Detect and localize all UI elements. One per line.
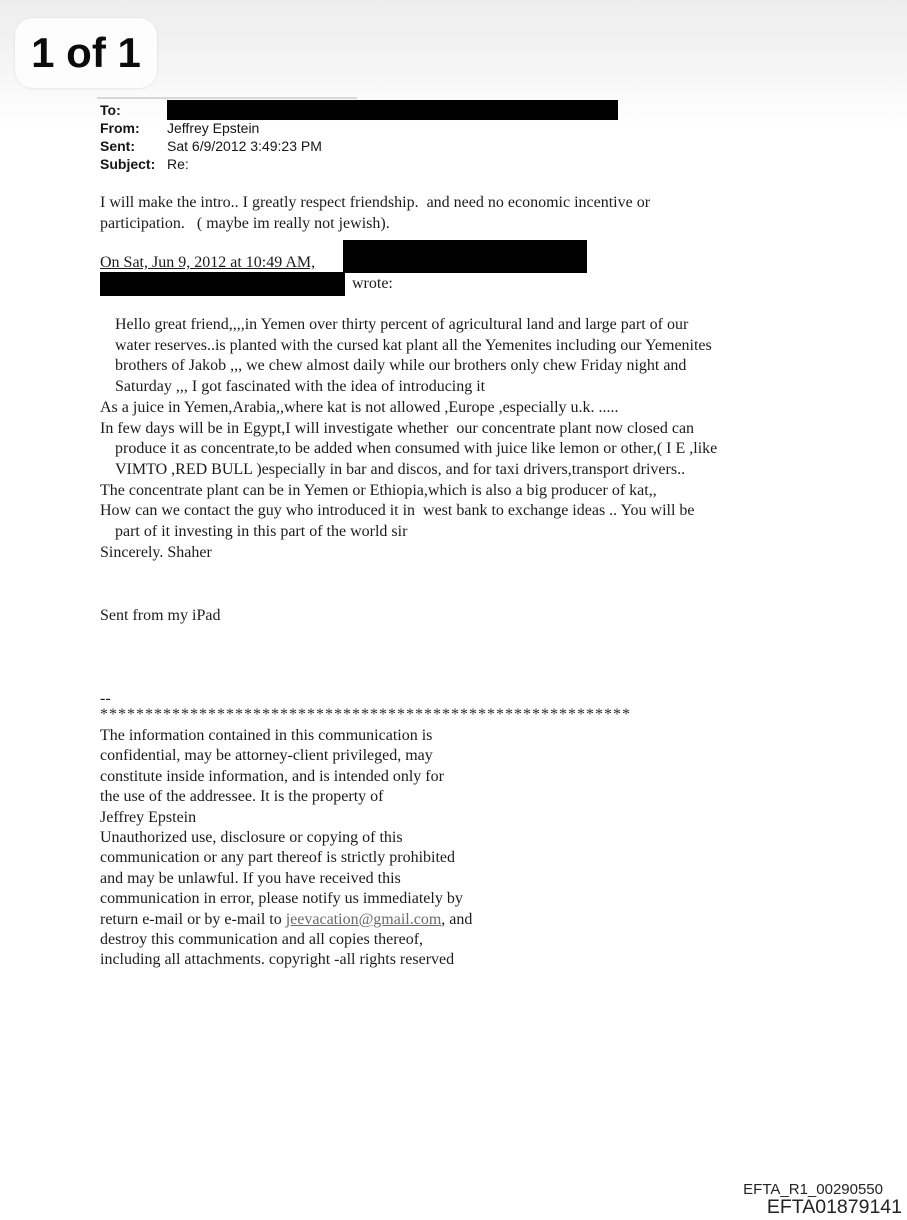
header-subject-value: Re: xyxy=(167,156,189,172)
quoted-line: Hello great friend,,,,in Yemen over thirty percent of agricultural land and large part of our xyxy=(115,316,689,333)
body-intro-line-1: I will make the intro.. I greatly respect friendship. and need no economic incentive or xyxy=(100,194,651,211)
disclaimer-line: communication in error, please notify us immediately by xyxy=(100,890,463,908)
quote-attribution-wrote: wrote: xyxy=(352,275,393,292)
disclaimer-line: destroy this communication and all copies thereof, xyxy=(100,931,424,949)
header-from-value: Jeffrey Epstein xyxy=(167,120,260,136)
bates-number: EFTA01879141 xyxy=(766,1196,902,1218)
disclaimer-line: confidential, may be attorney-client privileged, may xyxy=(100,747,433,765)
quoted-line: brothers of Jakob ,,, we chew almost daily while our brothers only chew Friday night and xyxy=(115,357,687,375)
quote-attribution-date: On Sat, Jun 9, 2012 at 10:49 AM, xyxy=(100,254,316,271)
disclaimer-line: Unauthorized use, disclosure or copying of this xyxy=(100,829,403,847)
confidentiality-disclaimer xyxy=(100,726,660,971)
sent-from-ipad: Sent from my iPad xyxy=(100,607,221,624)
asterisk-divider: *********************************************************** xyxy=(100,706,631,723)
quoted-line: part of it investing in this part of the world sir xyxy=(115,523,408,541)
disclaimer-line: and may be unlawful. If you have received this xyxy=(100,869,401,887)
quoted-line: VIMTO ,RED BULL )especially in bar and discos, and for taxi drivers,transport drivers.. xyxy=(115,460,686,478)
quoted-message-body xyxy=(100,315,840,563)
page-count-badge xyxy=(15,18,157,88)
header-sent-value: Sat 6/9/2012 3:49:23 PM xyxy=(167,138,322,154)
quoted-line: How can we contact the guy who introduced it in west bank to exchange ideas .. You will be xyxy=(100,502,695,520)
disclaimer-email-suffix: , and xyxy=(441,910,473,928)
quoted-line: produce it as concentrate,to be added when consumed with juice like lemon or other,( I E ,like xyxy=(115,440,718,458)
quoted-line: As a juice in Yemen,Arabia,,where kat is not allowed ,Europe ,especially u.k. ..... xyxy=(100,398,619,416)
page-count-label: 1 of 1 xyxy=(31,29,141,76)
disclaimer-email-line xyxy=(100,910,660,930)
disclaimer-email-prefix: return e-mail or by e-mail to xyxy=(100,910,286,928)
header-from-label: From: xyxy=(100,120,140,136)
disclaimer-line: the use of the addressee. It is the property of xyxy=(100,788,384,806)
quoted-line: The concentrate plant can be in Yemen or Ethiopia,which is also a big producer of kat,, xyxy=(100,481,657,499)
redaction-bar-sender-1 xyxy=(343,240,587,273)
redaction-bar-to xyxy=(167,100,618,120)
body-intro-line-2: participation. ( maybe im really not jewish). xyxy=(100,215,390,232)
header-to-label: To: xyxy=(100,102,121,118)
disclaimer-line: communication or any part thereof is strictly prohibited xyxy=(100,849,456,867)
disclaimer-line: Jeffrey Epstein xyxy=(100,808,197,826)
quoted-line: water reserves..is planted with the cursed kat plant all the Yemenites including our Yemenites xyxy=(115,336,712,354)
quoted-line: In few days will be in Egypt,I will investigate whether our concentrate plant now closed can xyxy=(100,419,695,437)
header-sent-label: Sent: xyxy=(100,138,135,154)
redaction-bar-sender-2 xyxy=(100,272,345,296)
email-link[interactable]: jeevacation@gmail.com xyxy=(285,910,442,928)
quoted-signoff: Sincerely. Shaher xyxy=(100,543,212,561)
signature-dashes: -- xyxy=(100,690,111,707)
disclaimer-line: The information contained in this communication is xyxy=(100,727,433,744)
quoted-line: Saturday ,,, I got fascinated with the idea of introducing it xyxy=(115,378,486,396)
disclaimer-line: including all attachments. copyright -all rights reserved xyxy=(100,951,455,969)
scan-artifact-line xyxy=(97,97,357,99)
disclaimer-line: constitute inside information, and is intended only for xyxy=(100,767,444,785)
header-subject-label: Subject: xyxy=(100,156,156,172)
bates-number-r1: EFTA_R1_00290550 xyxy=(743,1181,883,1198)
